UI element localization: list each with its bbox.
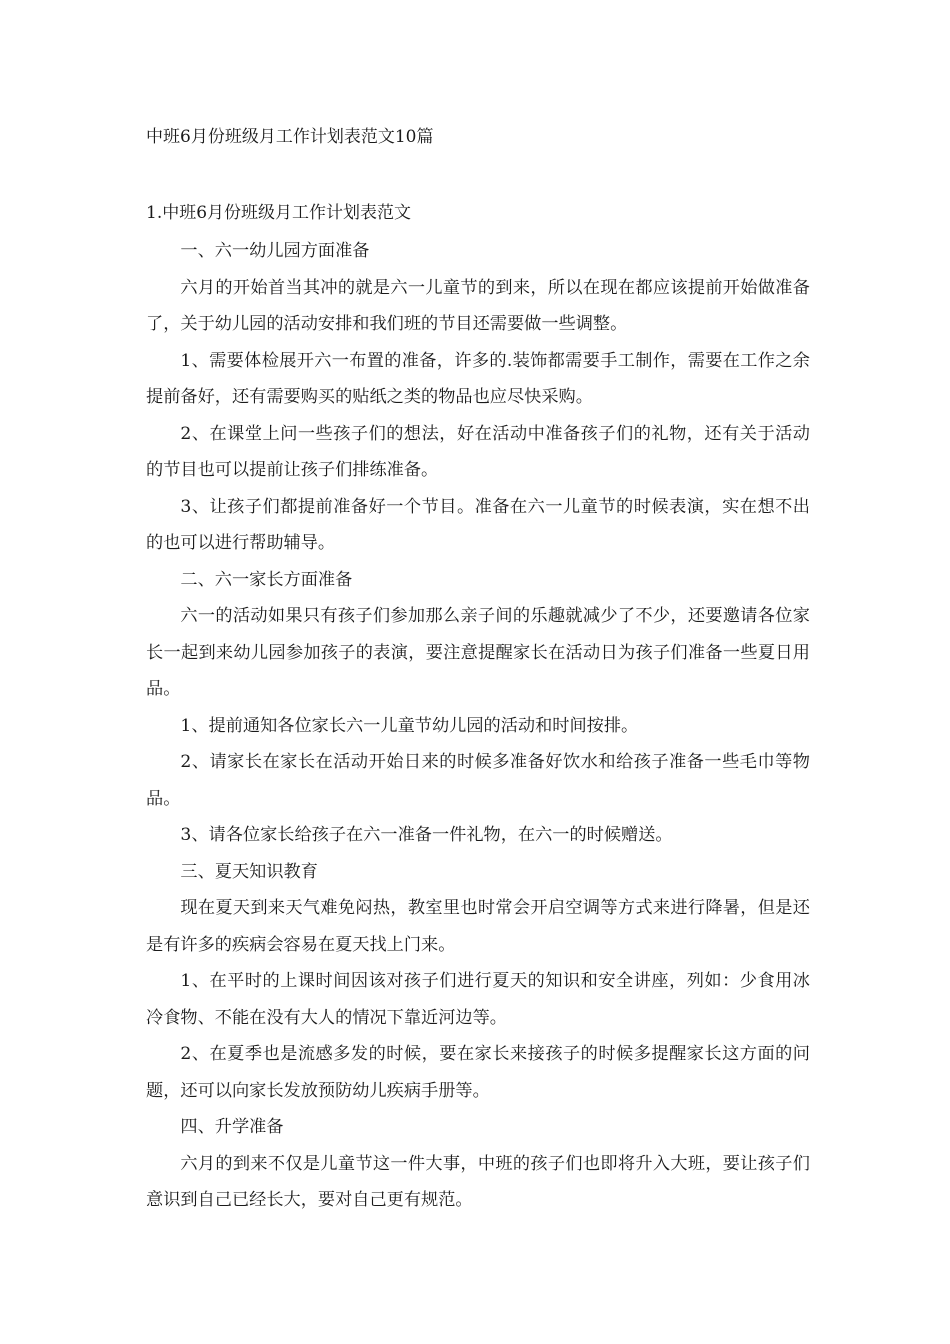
paragraph: 六月的到来不仅是儿童节这一件大事，中班的孩子们也即将升入大班，要让孩子们意识到自己已经长大，要对自己更有规范。 xyxy=(146,1153,810,1210)
paragraph: 现在夏天到来天气难免闷热，教室里也时常会开启空调等方式来进行降暑，但是还是有许多的疾病会容易在夏天找上门来。 xyxy=(146,898,810,955)
list-item: 2、在夏季也是流感多发的时候，要在家长来接孩子的时候多提醒家长这方面的问题，还可以向家长发放预防幼儿疾病手册等。 xyxy=(146,1044,810,1101)
heading-preparation-kindergarten: 一、六一幼儿园方面准备 xyxy=(180,241,370,261)
list-item: 3、请各位家长给孩子在六一准备一件礼物，在六一的时候赠送。 xyxy=(180,825,673,845)
section-title: 1.中班6月份班级月工作计划表范文 xyxy=(146,203,412,223)
list-item: 1、提前通知各位家长六一儿童节幼儿园的活动和时间按排。 xyxy=(180,715,639,736)
list-item: 2、请家长在家长在活动开始日来的时候多准备好饮水和给孩子准备一些毛巾等物品。 xyxy=(146,752,810,809)
heading-summer-education: 三、夏天知识教育 xyxy=(180,861,318,882)
heading-promotion-preparation: 四、升学准备 xyxy=(180,1117,284,1137)
document-body xyxy=(146,233,810,1219)
list-item: 2、在课堂上问一些孩子们的想法，好在活动中准备孩子们的礼物，还有关于活动的节目也可以提前让孩子们排练准备。 xyxy=(146,423,810,480)
document-title: 中班6月份班级月工作计划表范文10篇 xyxy=(146,127,434,147)
paragraph: 六一的活动如果只有孩子们参加那么亲子间的乐趣就减少了不少，还要邀请各位家长一起到来幼儿园参加孩子的表演，要注意提醒家长在活动日为孩子们准备一些夏日用品。 xyxy=(146,606,810,699)
list-item: 1、在平时的上课时间因该对孩子们进行夏天的知识和安全讲座，列如：少食用冰冷食物、不能在没有大人的情况下靠近河边等。 xyxy=(146,971,810,1028)
list-item: 3、让孩子们都提前准备好一个节目。准备在六一儿童节的时候表演，实在想不出的也可以进行帮助辅导。 xyxy=(146,496,810,553)
heading-preparation-parents: 二、六一家长方面准备 xyxy=(180,569,353,590)
paragraph: 六月的开始首当其冲的就是六一儿童节的到来，所以在现在都应该提前开始做准备了，关于幼儿园的活动安排和我们班的节目还需要做一些调整。 xyxy=(146,277,810,334)
list-item: 1、需要体检展开六一布置的准备，许多的.装饰都需要手工制作，需要在工作之余提前备好，还有需要购买的贴纸之类的物品也应尽快采购。 xyxy=(146,350,810,407)
